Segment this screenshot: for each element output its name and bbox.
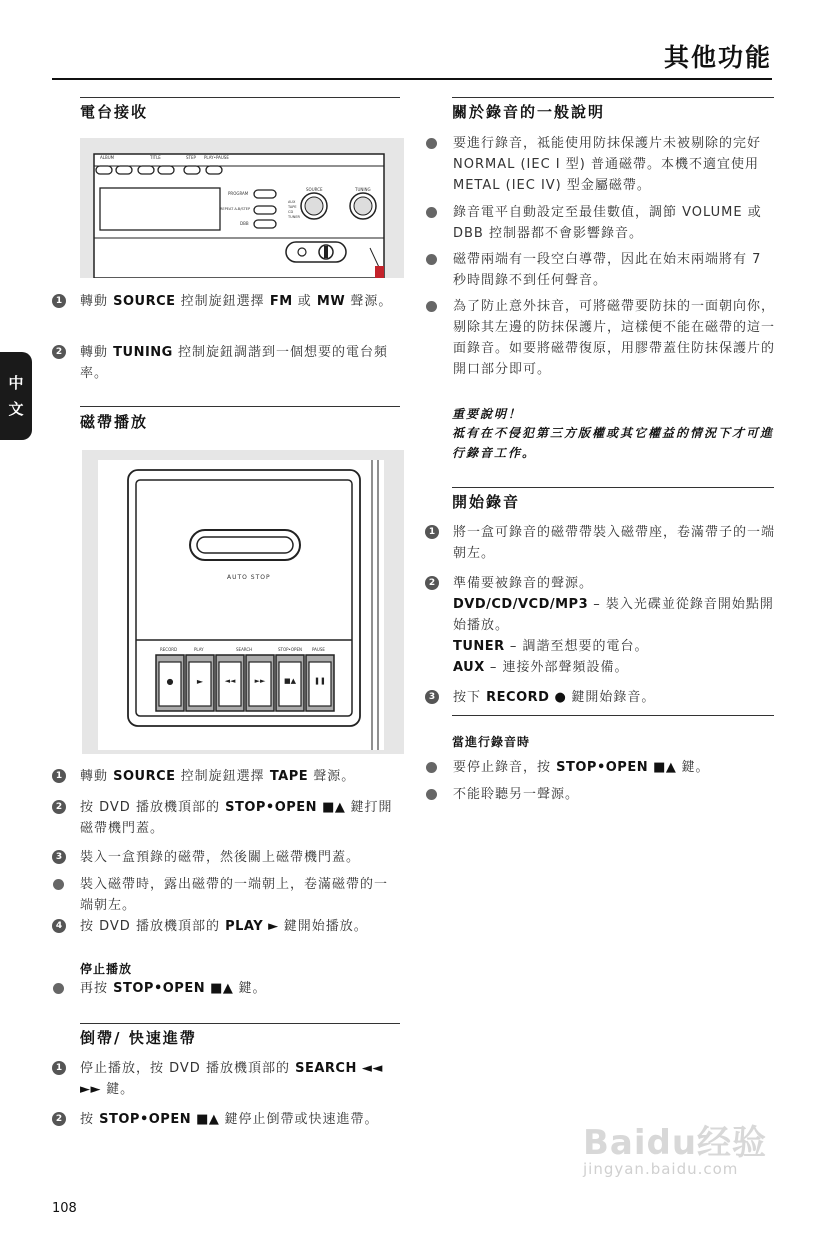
radio-section-title: 電台接收 — [80, 103, 149, 121]
key-label-pause: PAUSE — [312, 647, 325, 652]
bullet-dot — [426, 301, 437, 312]
during-recording-title: 當進行錄音時 — [452, 735, 531, 749]
key-rewind-glyph: ◄◄ — [224, 677, 236, 685]
text: 轉動 — [80, 769, 114, 784]
during-section-rule — [452, 715, 774, 716]
text: 為了防止意外抹音，可將磁帶要防抹的一面朝向你，剔除其左邊的防抹保護片，這樣便不能在磁帶的這一面錄音。如要將磁帶復原，用膠帶蓋住防抹保護片的開口部分即可。 — [453, 299, 776, 377]
text: 控制旋鈕選擇 — [175, 769, 270, 784]
text: 轉動 — [80, 345, 114, 360]
tape-note — [52, 874, 400, 916]
record-step-1 — [425, 522, 775, 564]
bullet-dot — [53, 983, 64, 994]
record-section-rule — [452, 487, 774, 488]
general-section-rule — [452, 97, 774, 98]
text: 鍵開始錄音。 — [566, 690, 656, 705]
watermark-url: jingyan.baidu.com — [583, 1160, 739, 1178]
general-item-1 — [425, 133, 775, 196]
bold-text: TUNER — [453, 639, 505, 654]
bold-text: SOURCE — [113, 294, 176, 309]
step-number: 1 — [52, 294, 66, 308]
radio-panel-label-tuning: TUNING — [355, 187, 371, 192]
bold-text: STOP•OPEN ■▲ — [556, 760, 677, 775]
key-record-glyph: ● — [166, 677, 174, 686]
step-number: 3 — [425, 690, 439, 704]
text: 停止播放，按 DVD 播放機頂部的 — [80, 1061, 296, 1076]
bullet-dot — [426, 789, 437, 800]
text: 鍵。 — [676, 760, 710, 775]
during-item-2 — [425, 784, 775, 805]
step-number: 2 — [52, 345, 66, 359]
step-number: 1 — [52, 1061, 66, 1075]
radio-section-rule — [80, 97, 400, 98]
record-step-3 — [425, 687, 775, 708]
text: 鍵。 — [233, 981, 267, 996]
rewind-section-rule — [80, 1023, 400, 1024]
text: 要停止錄音，按 — [453, 760, 557, 775]
important-title: 重要說明！ — [452, 407, 523, 421]
radio-panel-illustration — [80, 138, 404, 278]
tape-step-2 — [52, 797, 400, 839]
text: 磁帶兩端有一段空白導帶，因此在始末兩端將有 7 秒時間錄不到任何聲音。 — [453, 252, 762, 288]
text: 控制旋鈕選擇 — [175, 294, 270, 309]
step-number: 2 — [52, 1112, 66, 1126]
bullet-dot — [426, 207, 437, 218]
text: 按 DVD 播放機頂部的 — [80, 919, 226, 934]
radio-panel-label-step: STEP — [186, 155, 196, 160]
tape-section-rule — [80, 406, 400, 407]
radio-panel-label-repeat: REPEAT A-B/STEP — [220, 207, 251, 211]
bullet-dot — [426, 254, 437, 265]
record-section-title: 開始錄音 — [452, 493, 521, 511]
general-item-2 — [425, 202, 775, 244]
text: 鍵開始播放。 — [278, 919, 368, 934]
key-stop-glyph: ■▲ — [284, 677, 296, 685]
page-title: 其他功能 — [663, 43, 772, 72]
bullet-dot — [426, 138, 437, 149]
text: 鍵停止倒帶或快速進帶。 — [219, 1112, 379, 1127]
general-section-title: 關於錄音的一般說明 — [452, 103, 606, 121]
language-tab[interactable] — [0, 352, 32, 440]
lang-tab-char-2: 文 — [8, 400, 24, 418]
bold-text: MW — [316, 294, 346, 309]
bold-text: TUNING — [113, 345, 173, 360]
bold-text: STOP•OPEN ■▲ — [113, 981, 234, 996]
rewind-step-1 — [52, 1058, 400, 1100]
step-number: 2 — [425, 576, 439, 590]
watermark-logo-text: Baidu经验 — [583, 1123, 768, 1163]
bold-text: RECORD ● — [486, 690, 567, 705]
bold-text: SEARCH ◄◄ ►► — [80, 1061, 383, 1097]
text: – 連接外部聲頻設備。 — [484, 660, 629, 675]
bold-text: DVD/CD/VCD/MP3 — [453, 597, 589, 612]
text: 要進行錄音，祗能使用防抹保護片未被剔除的完好 NORMAL (IEC I 型) 普通磁帶。本機不適宜使用 METAL (IEC IV) 型金屬磁帶。 — [453, 136, 762, 193]
text: 裝入一盒預錄的磁帶，然後關上磁帶機門蓋。 — [80, 850, 361, 865]
text: 聲源。 — [308, 769, 356, 784]
important-text: 祗有在不侵犯第三方版權或其它權益的情況下才可進行錄音工作。 — [452, 426, 775, 460]
step-number: 2 — [52, 800, 66, 814]
header-rule — [52, 78, 772, 80]
key-pause-glyph: ❚❚ — [314, 677, 326, 685]
radio-step-2 — [52, 342, 400, 384]
bullet-dot — [53, 879, 64, 890]
text: 鍵打開磁帶機門蓋。 — [80, 800, 393, 836]
radio-panel-label-tape: TAPE — [288, 205, 297, 209]
step-number: 1 — [52, 769, 66, 783]
text: 控制旋鈕調諧到一個想要的電台頻率。 — [80, 345, 388, 381]
radio-panel-label-title: TITLE — [150, 155, 161, 160]
key-play-glyph: ► — [196, 677, 204, 686]
bold-text: STOP•OPEN ■▲ — [99, 1112, 220, 1127]
key-label-record: RECORD — [160, 647, 178, 652]
stop-play-title: 停止播放 — [80, 962, 133, 976]
bold-text: PLAY ► — [225, 919, 279, 934]
text: 不能聆聽另一聲源。 — [453, 787, 580, 802]
text: 再按 — [80, 981, 114, 996]
text: 準備要被錄音的聲源。 — [453, 576, 594, 591]
text: 裝入磁帶時，露出磁帶的一端朝上，卷滿磁帶的一端朝左。 — [80, 877, 389, 913]
radio-panel-label-album: ALBUM — [100, 155, 115, 160]
tape-section-title: 磁帶播放 — [80, 413, 149, 431]
text: 按 DVD 播放機頂部的 — [80, 800, 226, 815]
text: 按下 — [453, 690, 487, 705]
step-number: 4 — [52, 919, 66, 933]
key-label-stop-open: STOP•OPEN — [278, 647, 302, 652]
radio-step-1 — [52, 291, 400, 312]
radio-panel-label-aux: AUX — [288, 200, 296, 204]
tape-step-4 — [52, 916, 400, 937]
lang-tab-char-1: 中 — [8, 374, 24, 392]
step-number: 1 — [425, 525, 439, 539]
key-forward-glyph: ►► — [254, 677, 266, 685]
tape-step-3 — [52, 847, 400, 868]
key-label-play: PLAY — [194, 647, 204, 652]
radio-panel-label-source: SOURCE — [306, 187, 323, 192]
baidu-watermark — [583, 1115, 767, 1178]
radio-panel-label-play-pause: PLAY•PAUSE — [204, 155, 229, 160]
general-item-3 — [425, 249, 775, 291]
tape-step-1 — [52, 766, 400, 787]
step-number: 3 — [52, 850, 66, 864]
text: 轉動 — [80, 294, 114, 309]
text: 錄音電平自動設定至最佳數值，調節 VOLUME 或 DBB 控制器都不會影響錄音。 — [453, 205, 762, 241]
record-step-2 — [425, 573, 775, 678]
stop-play-item — [52, 978, 400, 999]
text: – 裝入光碟並從錄音開始點開始播放。 — [453, 597, 774, 633]
radio-panel-label-cd: CD — [288, 210, 294, 214]
bold-text: SOURCE — [113, 769, 176, 784]
bold-text: STOP•OPEN ■▲ — [225, 800, 346, 815]
tape-deck-illustration — [82, 450, 404, 754]
text: 將一盒可錄音的磁帶帶裝入磁帶座，卷滿帶子的一端朝左。 — [453, 525, 776, 561]
bold-text: FM — [269, 294, 293, 309]
rewind-section-title: 倒帶/ 快速進帶 — [80, 1029, 197, 1047]
text: 按 — [80, 1112, 100, 1127]
key-label-search: SEARCH — [236, 647, 253, 652]
text: – 調諧至想要的電台。 — [504, 639, 649, 654]
bullet-dot — [426, 762, 437, 773]
bold-text: TAPE — [269, 769, 309, 784]
text: 鍵。 — [101, 1082, 135, 1097]
radio-panel-label-dbb: DBB — [240, 221, 249, 226]
rewind-step-2 — [52, 1109, 400, 1130]
page-number: 108 — [52, 1201, 77, 1216]
general-item-4 — [425, 296, 775, 380]
text: 或 — [292, 294, 317, 309]
radio-panel-label-tuner: TUNER — [288, 215, 300, 219]
during-item-1 — [425, 757, 775, 778]
auto-stop-label: AUTO STOP — [227, 574, 271, 581]
bold-text: AUX — [453, 660, 485, 675]
text: 聲源。 — [345, 294, 393, 309]
radio-panel-label-program: PROGRAM — [228, 191, 249, 196]
